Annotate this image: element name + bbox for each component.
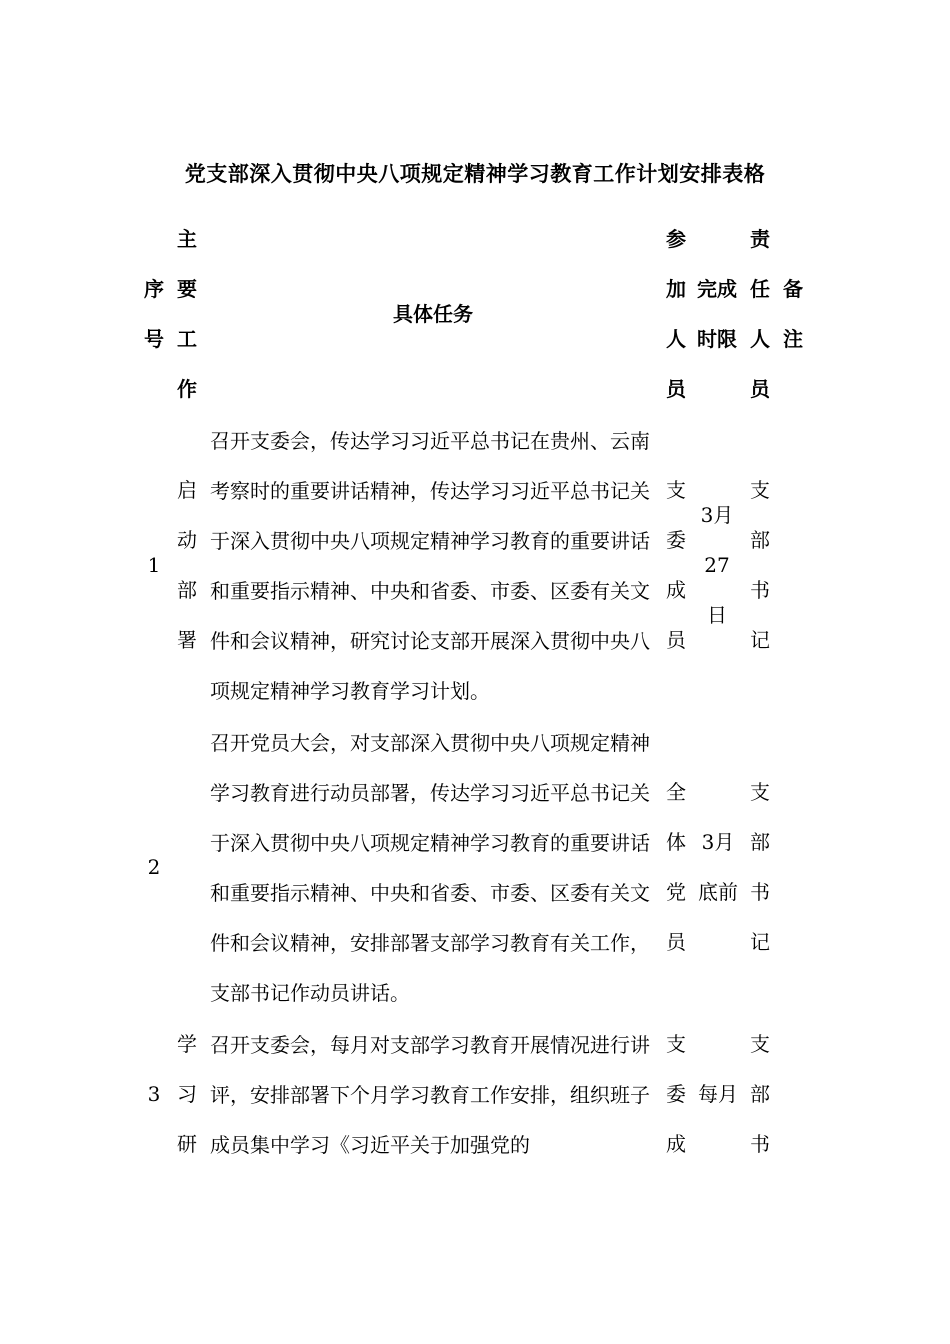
row-task: 召开党员大会，对支部深入贯彻中央八项规定精神学习教育进行动员部署，传达学习习近平总书记关于深入贯彻中央八项规定精神学习教育的重要讲话和重要指示精神、中央和省委、市委、区委有关文件和会议精神，安排部署支部学习教育有关工作，支部书记作动员讲话。 xyxy=(210,731,650,1005)
row-seq: 2 xyxy=(147,855,161,879)
row-participants: 支委成员 xyxy=(666,478,686,652)
row-deadline: 3月27日 xyxy=(700,503,734,627)
row-participants: 全体党员 xyxy=(666,780,686,954)
plan-table xyxy=(140,214,808,1170)
row-seq: 3 xyxy=(147,1082,161,1106)
row-task: 召开支委会，每月对支部学习教育开展情况进行讲评，安排部署下个月学习教育工作安排，组织班子成员集中学习《习近平关于加强党的 xyxy=(210,1033,650,1157)
row-participants: 支委成 xyxy=(666,1032,686,1156)
row-main-work: 启动部署 xyxy=(177,478,197,652)
row-responsible: 支部书记 xyxy=(750,478,770,652)
document-title: 党支部深入贯彻中央八项规定精神学习教育工作计划安排表格 xyxy=(184,162,766,186)
row-remarks xyxy=(778,716,808,1018)
row-seq: 1 xyxy=(147,553,161,577)
row-main-work: 学习研 xyxy=(177,1032,197,1156)
header-main-work: 主要工作 xyxy=(177,227,197,401)
header-responsible: 责任人员 xyxy=(750,227,770,401)
row-responsible: 支部书记 xyxy=(750,780,770,954)
header-participants: 参加人员 xyxy=(666,227,686,401)
row-main-work xyxy=(168,716,206,1018)
row-deadline: 每月 xyxy=(698,1082,738,1106)
table-row xyxy=(140,716,808,1018)
row-deadline: 3月底前 xyxy=(698,830,738,904)
row-remarks xyxy=(778,1018,808,1170)
row-responsible: 支部书 xyxy=(750,1032,770,1156)
header-task: 具体任务 xyxy=(393,302,473,326)
header-deadline: 完成时限 xyxy=(697,277,737,351)
header-remarks: 备注 xyxy=(783,277,803,351)
table-row xyxy=(140,1018,808,1170)
table-row xyxy=(140,414,808,716)
row-task: 召开支委会，传达学习习近平总书记在贵州、云南考察时的重要讲话精神，传达学习习近平总书记关于深入贯彻中央八项规定精神学习教育的重要讲话和重要指示精神、中央和省委、市委、区委有关文件和会议精神，研究讨论支部开展深入贯彻中央八项规定精神学习教育学习计划。 xyxy=(210,429,650,703)
header-row xyxy=(140,214,808,414)
header-seq: 序号 xyxy=(144,277,164,351)
row-remarks xyxy=(778,414,808,716)
